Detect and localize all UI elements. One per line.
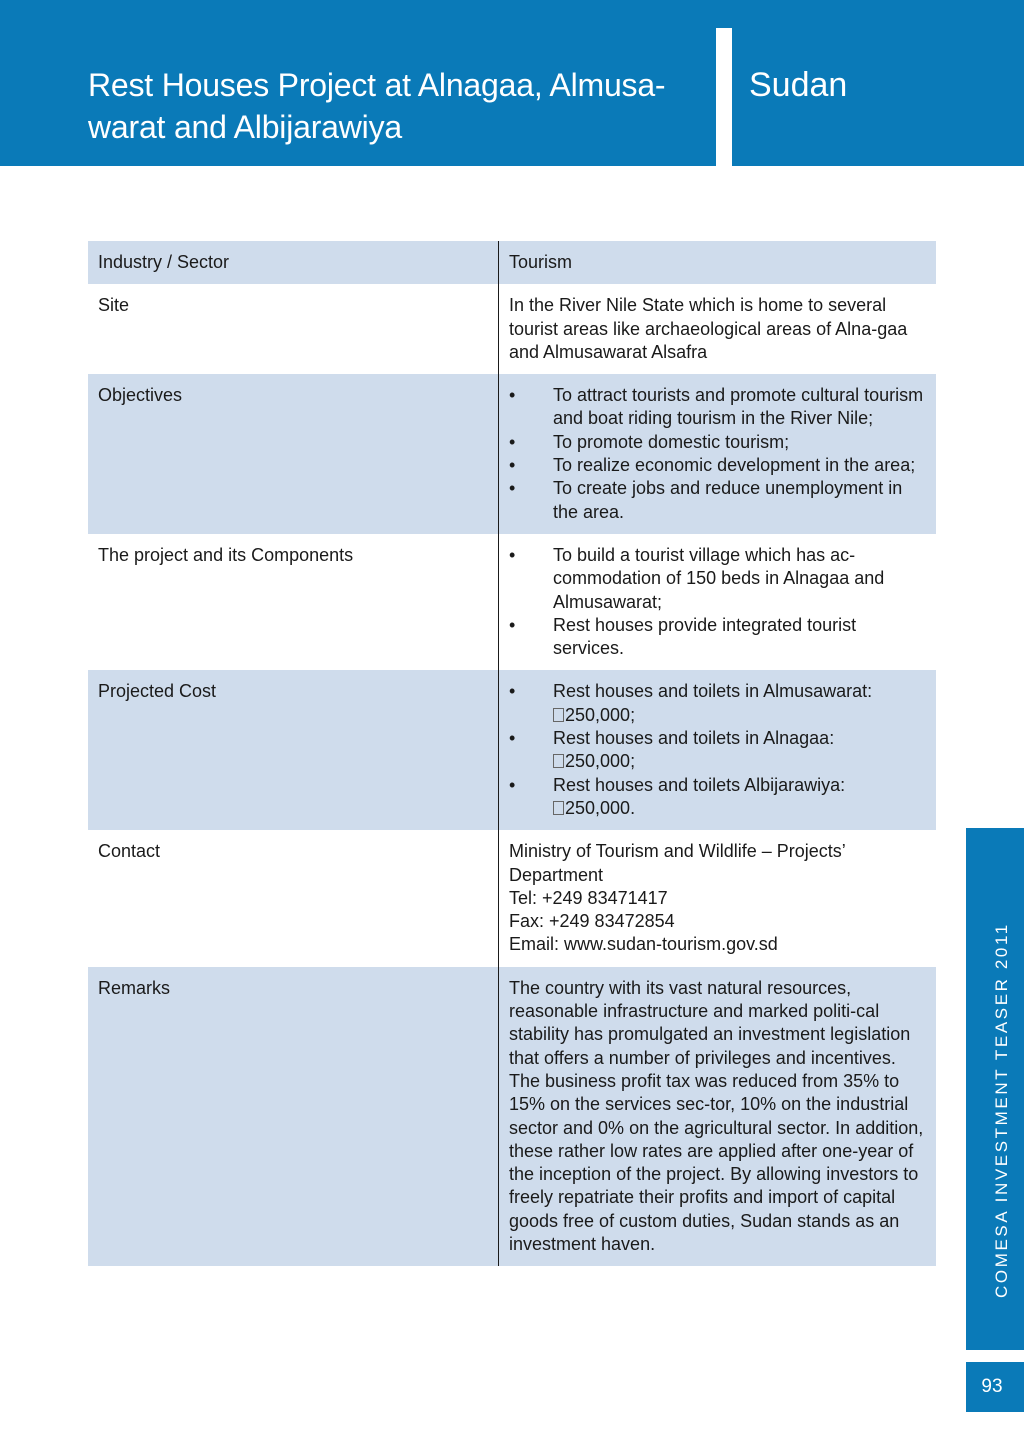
country-label: Sudan <box>749 66 848 104</box>
row-label: Projected Cost <box>88 670 499 830</box>
currency-symbol-icon <box>553 801 564 815</box>
cost-item-text: Rest houses and toilets in Almusawarat: <box>553 681 873 702</box>
currency-symbol-icon <box>553 708 564 722</box>
list-item: • To realize economic development in the area; <box>509 454 926 477</box>
cost-amount: 250,000; <box>565 751 636 772</box>
list-item <box>509 680 926 727</box>
list-item <box>509 774 926 821</box>
table-row-projected-cost <box>88 670 936 830</box>
list-item: • To attract tourists and promote cultural tourism and boat riding tourism in the River Nile; <box>509 384 926 431</box>
contact-tel: Tel: +249 83471417 <box>509 887 668 908</box>
table-row-remarks <box>88 967 936 1267</box>
page-header <box>0 0 1024 166</box>
row-label: The project and its Components <box>88 534 499 670</box>
project-info-table <box>88 241 936 1266</box>
header-divider <box>716 28 732 168</box>
row-label: Industry / Sector <box>88 241 499 284</box>
row-value <box>499 830 936 966</box>
table-row-site <box>88 284 936 374</box>
table-row-objectives <box>88 374 936 534</box>
page-number-box <box>966 1362 1024 1412</box>
cost-item-text: Rest houses and toilets in Alnagaa: <box>553 728 835 749</box>
row-value <box>499 670 936 830</box>
row-value: Tourism <box>509 252 573 272</box>
row-value: In the River Nile State which is home to several tourist areas like archaeological areas of Alna-gaa and Almusawarat Alsafra <box>509 295 908 362</box>
contact-fax: Fax: +249 83472854 <box>509 911 675 932</box>
list-item: • Rest houses provide integrated tourist services. <box>509 614 926 661</box>
row-label: Contact <box>88 830 499 966</box>
contact-department: Ministry of Tourism and Wildlife – Projects’ Department <box>509 841 846 885</box>
cost-item-text: Rest houses and toilets Albijarawiya: <box>553 774 846 795</box>
page-number: 93 <box>981 1376 1003 1397</box>
cost-amount: 250,000. <box>565 797 636 818</box>
currency-symbol-icon <box>553 754 564 768</box>
list-item: • To promote domestic tourism; <box>509 431 926 454</box>
components-list <box>509 544 926 660</box>
page-title: Rest Houses Project at Alnagaa, Almusa-warat and Albijarawiya <box>88 67 666 145</box>
table-row-contact <box>88 830 936 966</box>
cost-list <box>509 680 926 820</box>
row-value: The country with its vast natural resources, reasonable infrastructure and marked politi-cal stability has promulgated an investment legislation that offers a number of privileges and incentives. The business profit tax was reduced from 35% to 15% on the services sec-tor, 10% on the industrial sector and 0% on the agricultural sector. In addition, these rather low rates are applied after one-year of the inception of the project. By allowing investors to freely repatriate their profits and import of capital goods free of custom duties, Sudan stands as an investment haven. <box>509 977 924 1254</box>
list-item: • To build a tourist village which has ac-commodation of 150 beds in Alnagaa and Almusawarat; <box>509 544 926 614</box>
row-label: Remarks <box>88 967 499 1267</box>
cost-amount: 250,000; <box>565 704 636 725</box>
row-value <box>499 374 936 534</box>
contact-email: Email: www.sudan-tourism.gov.sd <box>509 934 778 955</box>
table-row-components <box>88 534 936 670</box>
table-row-industry <box>88 241 936 284</box>
list-item <box>509 727 926 774</box>
row-value <box>499 534 936 670</box>
list-item: • To create jobs and reduce unemployment in the area. <box>509 477 926 524</box>
objectives-list <box>509 384 926 524</box>
row-label: Site <box>88 284 499 374</box>
publication-title: COMESA INVESTMENT TEASER 2011 <box>992 922 1011 1298</box>
row-label: Objectives <box>88 374 499 534</box>
